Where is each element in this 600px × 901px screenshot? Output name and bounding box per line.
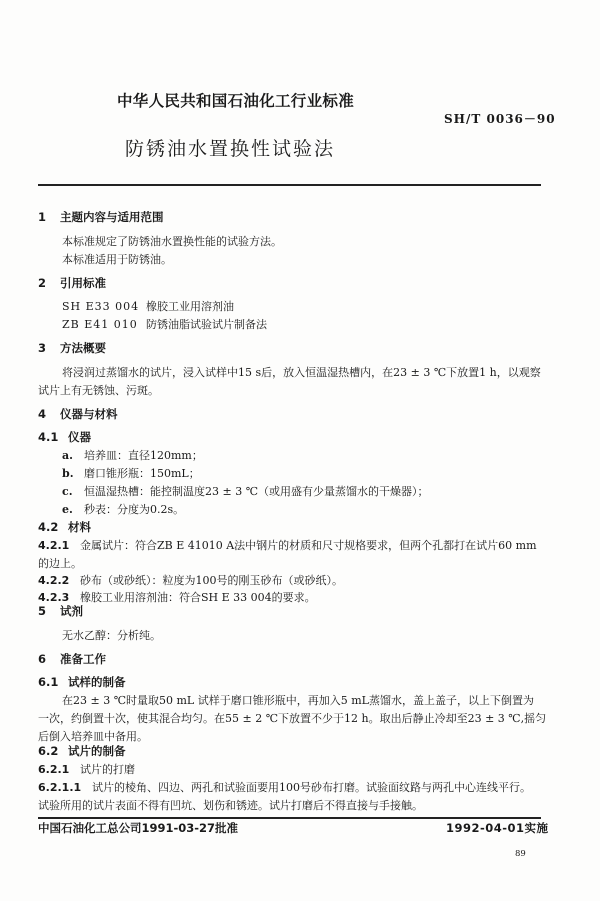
reference-title: 橡胶工业用溶剂油 [146,300,234,313]
clause-number: 4.2.3 [38,591,70,604]
page-number: 89 [515,849,526,859]
approval-info: 中国石油化工总公司1991-03-27批准 [38,821,239,835]
list-text: 培养皿：直径120mm； [84,449,203,462]
standard-number: SH/T 0036－90 [444,112,556,126]
issuing-organization: 中华人民共和国石油化工行业标准 [117,92,355,110]
section-4-heading [38,406,118,422]
section-title: 试剂 [60,604,83,618]
paragraph-line: 试片上有无锈蚀、污斑。 [38,384,159,397]
section-3-heading [38,340,106,356]
implementation-date: 1992-04-01实施 [446,821,549,835]
subsection-number: 6.2 [38,744,59,758]
paragraph-line: 将浸润过蒸馏水的试片，浸入试样中15 s后，放入恒温湿热槽内，在23 ± 3 ℃下放置1 h，以观察 [62,366,541,379]
reference-item [62,298,234,314]
subsection-title: 仪器 [68,430,91,444]
list-item [62,465,200,481]
section-number: 5 [38,604,47,618]
section-title: 准备工作 [60,652,106,666]
clause-6-2-1-1 [38,779,531,795]
list-text: 秒表：分度为0.2s。 [84,503,185,516]
clause-number: 6.2.1.1 [38,781,82,794]
clause-number: 4.2.1 [38,539,70,552]
section-6-heading [38,651,106,667]
clause-text: 金属试片：符合ZB E 41010 A法中钢片的材质和尺寸规格要求，但两个孔都打在试片60 mm [80,539,537,552]
section-number: 6 [38,652,47,666]
paragraph: 本标准规定了防锈油水置换性能的试验方法。 [62,235,282,248]
reference-item [62,316,267,332]
list-item [62,447,203,463]
list-text: 磨口锥形瓶：150mL； [84,467,200,480]
subsection-number: 4.2 [38,520,59,534]
section-number: 2 [38,276,47,290]
subsection-title: 试样的制备 [68,675,126,689]
clause-4-2-1 [38,537,537,553]
header-rule [38,184,541,186]
subsection-title: 试片的制备 [68,744,126,758]
subsection-number: 6.1 [38,675,59,689]
document-title: 防锈油水置换性试验法 [125,138,336,160]
list-label: c. [62,485,73,498]
section-title: 仪器与材料 [60,407,118,421]
list-label: e. [62,503,73,516]
clause-text: 砂布（或砂纸）：粒度为100号的刚玉砂布（或砂纸）。 [80,574,343,587]
subsection-title: 材料 [68,520,91,534]
subsection-6-2-heading [38,743,126,759]
section-number: 1 [38,210,47,224]
reference-code: SH E33 004 [62,300,140,313]
subsection-4-1-heading [38,429,91,445]
clause-text: 橡胶工业用溶剂油：符合SH E 33 004的要求。 [80,591,316,604]
footer-rule [38,817,541,819]
list-text: 恒温湿热槽：能控制温度23 ± 3 ℃（或用盛有少量蒸馏水的干燥器）； [84,485,429,498]
clause-text: 试片的打磨 [80,763,135,776]
clause-number: 4.2.2 [38,574,70,587]
clause-continuation: 试验所用的试片表面不得有凹坑、划伤和锈迹。试片打磨后不得直接与手接触。 [38,799,423,812]
clause-text: 试片的棱角、四边、两孔和试验面要用100号砂布打磨。试验面纹路与两孔中心连线平行。 [92,781,531,794]
section-title: 引用标准 [60,276,106,290]
section-1-heading [38,209,164,225]
paragraph-line: 一次，约倒置十次，使其混合均匀。在55 ± 2 ℃下放置不少于12 h。取出后静止冷却至23 ± 3 ℃,摇匀 [38,712,547,725]
subsection-4-2-heading [38,519,91,535]
reference-title: 防锈油脂试验试片制备法 [146,318,267,331]
section-number: 4 [38,407,47,421]
reference-code: ZB E41 010 [62,318,138,331]
section-2-heading [38,275,106,291]
section-number: 3 [38,341,47,355]
paragraph-line: 后倒入培养皿中备用。 [38,730,148,743]
paragraph-line: 在23 ± 3 ℃时量取50 mL 试样于磨口锥形瓶中，再加入5 mL蒸馏水，盖上盖子，以上下倒置为 [62,694,534,707]
subsection-6-1-heading [38,674,126,690]
paragraph: 本标准适用于防锈油。 [62,253,172,266]
list-item [62,501,184,517]
section-5-heading [38,603,83,619]
clause-number: 6.2.1 [38,763,70,776]
section-title: 方法概要 [60,341,106,355]
list-label: a. [62,449,73,462]
paragraph: 无水乙醇：分析纯。 [62,629,161,642]
subsection-number: 4.1 [38,430,59,444]
list-item [62,483,429,499]
clause-continuation: 的边上。 [38,557,82,570]
clause-4-2-2 [38,572,343,588]
section-title: 主题内容与适用范围 [60,210,164,224]
list-label: b. [62,467,74,480]
clause-6-2-1 [38,761,135,777]
